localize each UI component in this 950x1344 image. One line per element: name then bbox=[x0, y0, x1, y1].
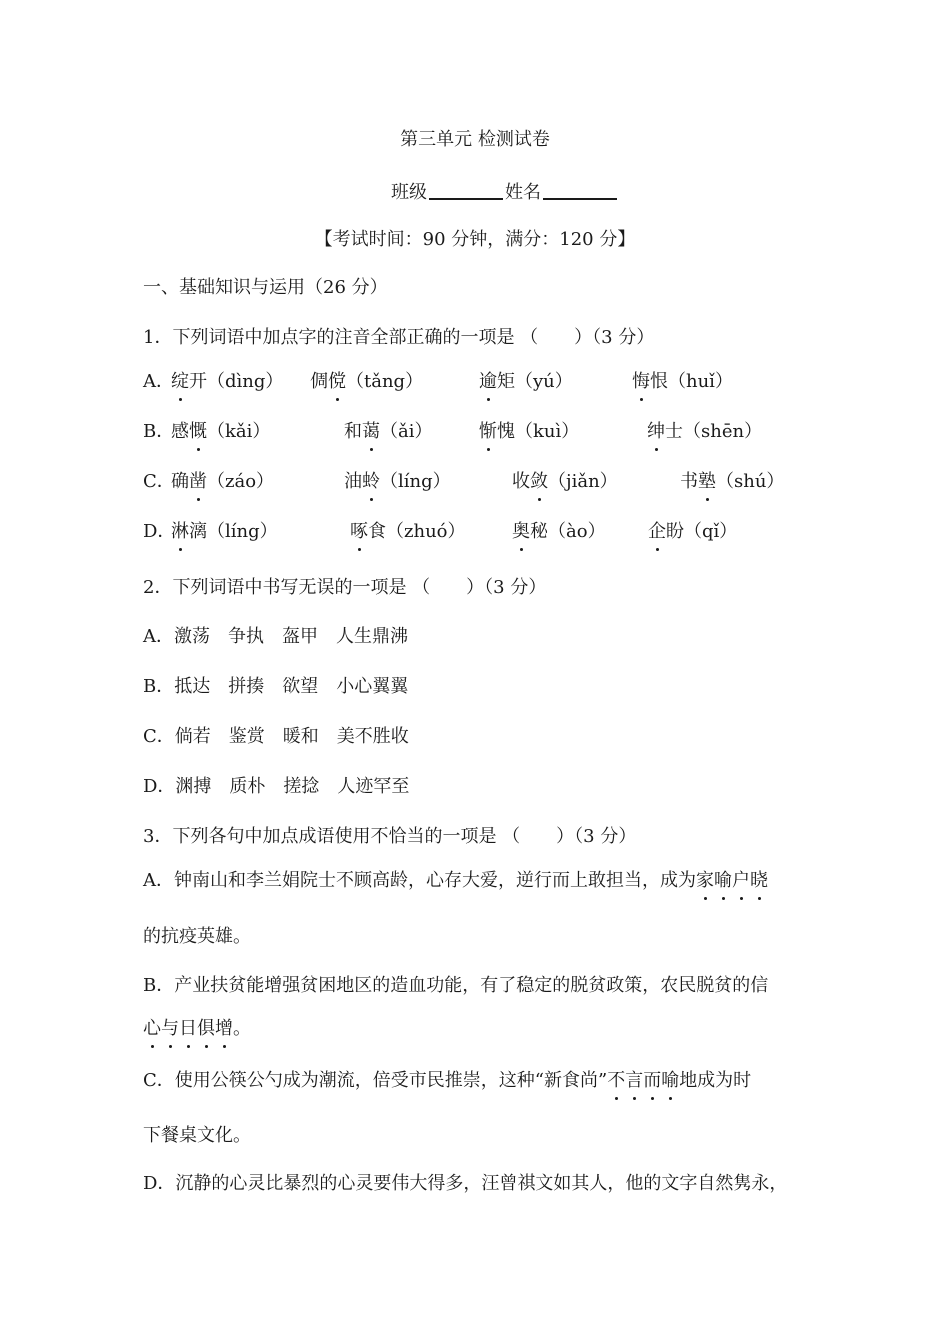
q3-option-a-cont: 的抗疫英雄。 bbox=[143, 926, 251, 947]
option-item: 淋漓（líng） bbox=[171, 521, 278, 542]
name-blank bbox=[543, 178, 617, 200]
q3-option-c: C．使用公筷公勺成为潮流，倍受市民推崇，这种“新食尚”不言而喻地成为时 bbox=[143, 1070, 752, 1091]
option-letter: C． bbox=[143, 471, 175, 492]
option-item: 悔恨（huǐ） bbox=[632, 371, 733, 392]
option-item: 确凿（záo） bbox=[171, 471, 275, 492]
q2-option-c: C．倘若 鉴赏 暖和 美不胜收 bbox=[143, 726, 409, 747]
dotted-text: 心与日俱增 bbox=[143, 1018, 233, 1039]
option-item: 书塾（shú） bbox=[680, 471, 785, 492]
option-letter: A． bbox=[143, 371, 174, 392]
q1-stem: 1．下列词语中加点字的注音全部正确的一项是 （ ）（3 分） bbox=[143, 327, 655, 348]
q2-option-a: A．激荡 争执 盔甲 人生鼎沸 bbox=[143, 626, 408, 647]
exam-info: 【考试时间：90 分钟，满分：120 分】 bbox=[314, 229, 636, 250]
option-item: 啄食（zhuó） bbox=[350, 521, 466, 542]
dotted-text: 家喻户晓 bbox=[696, 870, 768, 891]
q1-option-c bbox=[143, 470, 843, 494]
q1-option-b bbox=[143, 420, 843, 444]
q2-option-d: D．渊搏 质朴 搓捻 人迹罕至 bbox=[143, 776, 410, 797]
option-item: 收敛（jiǎn） bbox=[512, 471, 618, 492]
option-item: 油蛉（líng） bbox=[344, 471, 451, 492]
class-blank bbox=[429, 178, 503, 200]
q3-option-a: A．钟南山和李兰娟院士不顾高龄，心存大爱，逆行而上敢担当，成为家喻户晓 bbox=[143, 870, 768, 891]
q3-option-d: D．沉静的心灵比暴烈的心灵要伟大得多，汪曾祺文如其人，他的文字自然隽永， bbox=[143, 1173, 788, 1194]
name-label: 姓名 bbox=[505, 182, 541, 203]
q3-option-b: B．产业扶贫能增强贫困地区的造血功能，有了稳定的脱贫政策，农民脱贫的信 bbox=[143, 975, 769, 996]
dotted-text: 不言而喻 bbox=[607, 1070, 680, 1091]
q2-option-b: B．抵达 拼揍 欲望 小心翼翼 bbox=[143, 676, 409, 697]
q1-option-a bbox=[143, 370, 843, 394]
q3-option-b-cont: 心与日俱增。 bbox=[143, 1018, 251, 1039]
q3-option-c-cont: 下餐桌文化。 bbox=[143, 1125, 251, 1146]
page-title: 第三单元 检测试卷 bbox=[400, 129, 550, 150]
option-item: 奥秘（ào） bbox=[512, 521, 606, 542]
q3-stem: 3．下列各句中加点成语使用不恰当的一项是 （ ）（3 分） bbox=[143, 826, 637, 847]
option-item: 绽开（dìng） bbox=[171, 371, 284, 392]
option-letter: B． bbox=[143, 421, 175, 442]
option-letter: D． bbox=[143, 521, 176, 542]
option-item: 企盼（qǐ） bbox=[648, 521, 738, 542]
option-item: 绅士（shēn） bbox=[647, 421, 763, 442]
dotted-idiom bbox=[696, 870, 768, 891]
section-heading: 一、基础知识与运用（26 分） bbox=[143, 277, 388, 298]
option-item: 倜傥（tǎng） bbox=[310, 371, 424, 392]
name-bar bbox=[0, 178, 950, 205]
option-item: 和蔼（ǎi） bbox=[344, 421, 433, 442]
option-item: 逾矩（yú） bbox=[479, 371, 573, 392]
option-item: 感慨（kǎi） bbox=[171, 421, 271, 442]
q1-option-d bbox=[143, 520, 843, 544]
q2-stem: 2．下列词语中书写无误的一项是 （ ）（3 分） bbox=[143, 577, 547, 598]
class-label: 班级 bbox=[391, 182, 427, 203]
option-item: 惭愧（kuì） bbox=[479, 421, 580, 442]
